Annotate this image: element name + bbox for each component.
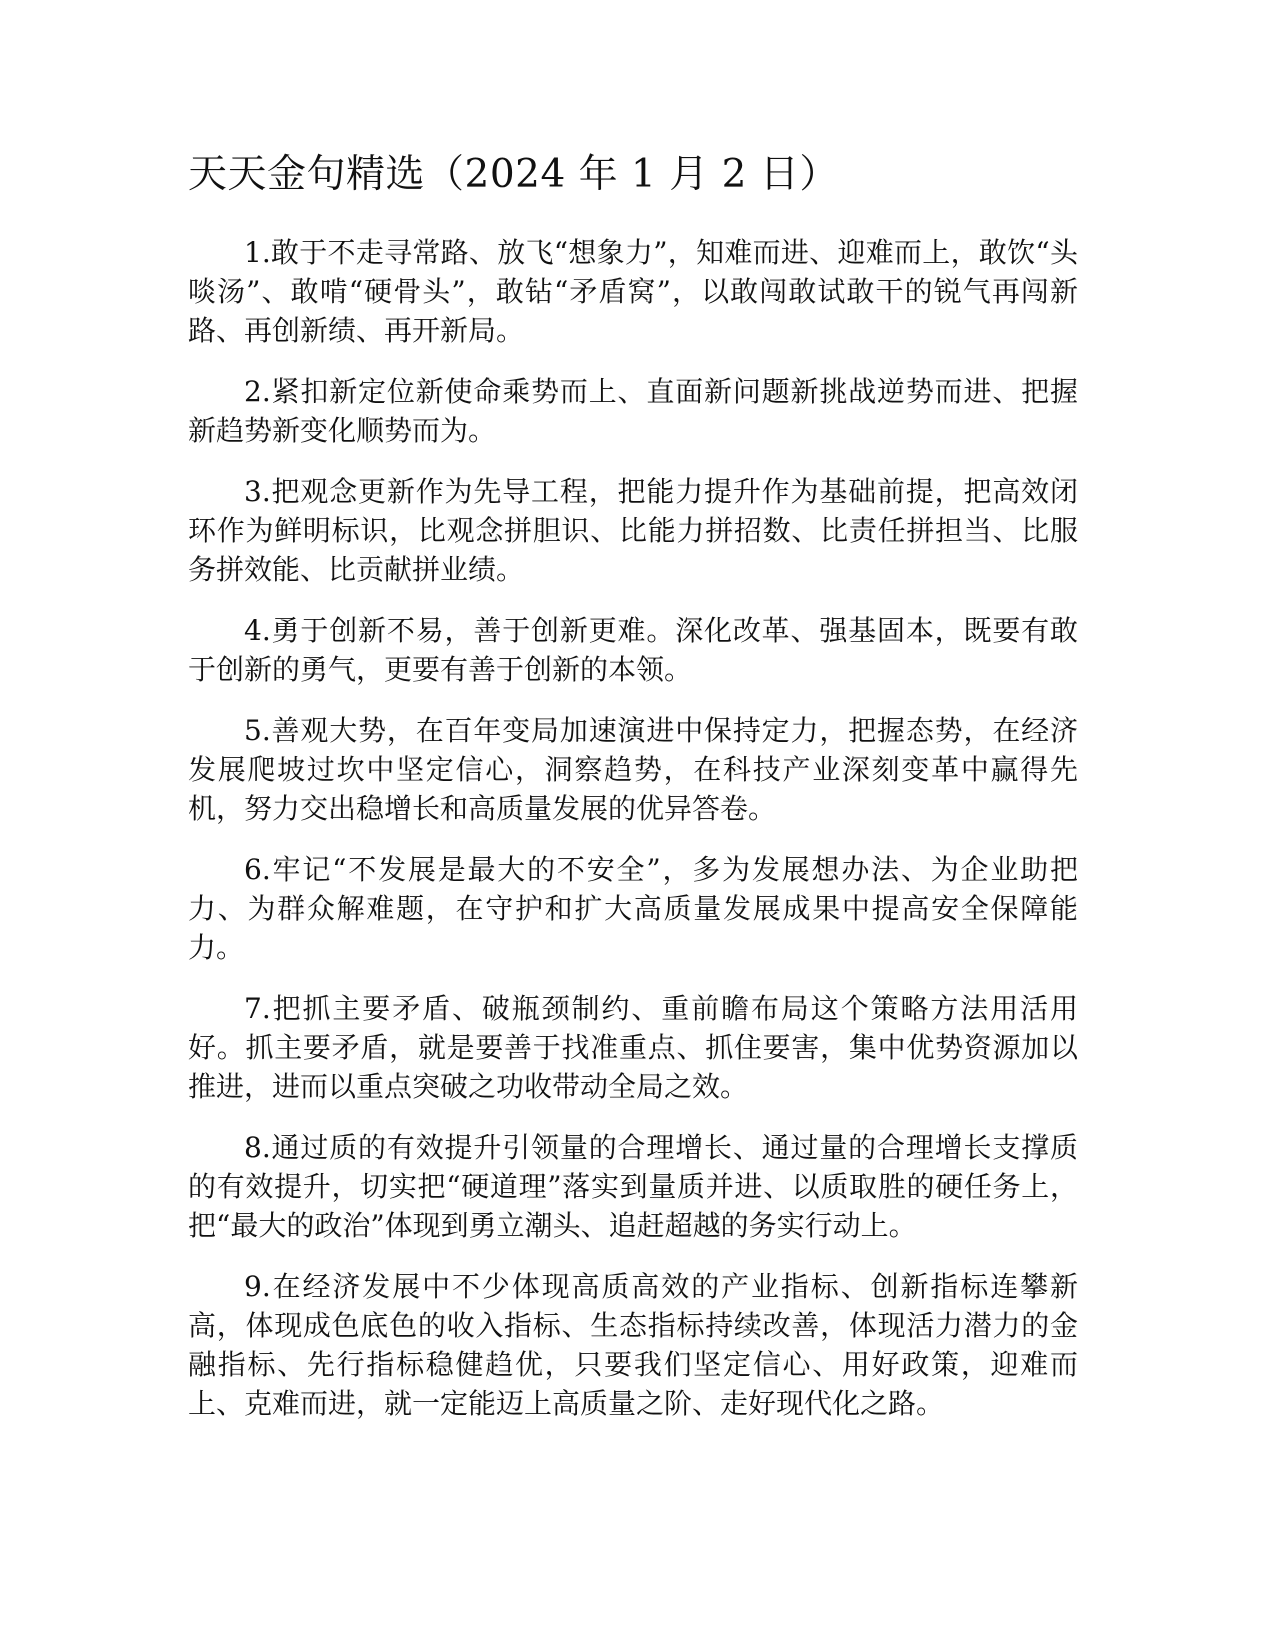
- quote-paragraph-5: 5.善观大势，在百年变局加速演进中保持定力，把握态势，在经济发展爬坡过坎中坚定信心，洞察趋势，在科技产业深刻变革中赢得先机，努力交出稳增长和高质量发展的优异答卷。: [188, 714, 1078, 825]
- quote-paragraph-1: 1.敢于不走寻常路、放飞“想象力”，知难而进、迎难而上，敢饮“头啖汤”、敢啃“硬骨头”，敢钻“矛盾窝”，以敢闯敢试敢干的锐气再闯新路、再创新绩、再开新局。: [188, 236, 1078, 347]
- quote-list: [188, 233, 1078, 1423]
- quote-paragraph-4: 4.勇于创新不易，善于创新更难。深化改革、强基固本，既要有敢于创新的勇气，更要有善于创新的本领。: [188, 614, 1078, 686]
- quote-paragraph-2: 2.紧扣新定位新使命乘势而上、直面新问题新挑战逆势而进、把握新趋势新变化顺势而为。: [188, 375, 1078, 447]
- quote-paragraph-8: 8.通过质的有效提升引领量的合理增长、通过量的合理增长支撑质的有效提升，切实把“硬道理”落实到量质并进、以质取胜的硬任务上，把“最大的政治”体现到勇立潮头、追赶超越的务实行动上。: [188, 1131, 1078, 1242]
- page-title: 天天金句精选（2024 年 1 月 2 日）: [188, 152, 839, 197]
- quote-paragraph-7: 7.把抓主要矛盾、破瓶颈制约、重前瞻布局这个策略方法用活用好。抓主要矛盾，就是要善于找准重点、抓住要害，集中优势资源加以推进，进而以重点突破之功收带动全局之效。: [188, 992, 1078, 1103]
- quote-paragraph-6: 6.牢记“不发展是最大的不安全”，多为发展想办法、为企业助把力、为群众解难题，在守护和扩大高质量发展成果中提高安全保障能力。: [188, 853, 1078, 964]
- quote-paragraph-3: 3.把观念更新作为先导工程，把能力提升作为基础前提，把高效闭环作为鲜明标识，比观念拼胆识、比能力拼招数、比责任拼担当、比服务拼效能、比贡献拼业绩。: [188, 475, 1078, 586]
- quote-paragraph-9: 9.在经济发展中不少体现高质高效的产业指标、创新指标连攀新高，体现成色底色的收入指标、生态指标持续改善，体现活力潜力的金融指标、先行指标稳健趋优，只要我们坚定信心、用好政策，迎难而上、克难而进，就一定能迈上高质量之阶、走好现代化之路。: [188, 1270, 1078, 1420]
- document-page: [188, 145, 1078, 1445]
